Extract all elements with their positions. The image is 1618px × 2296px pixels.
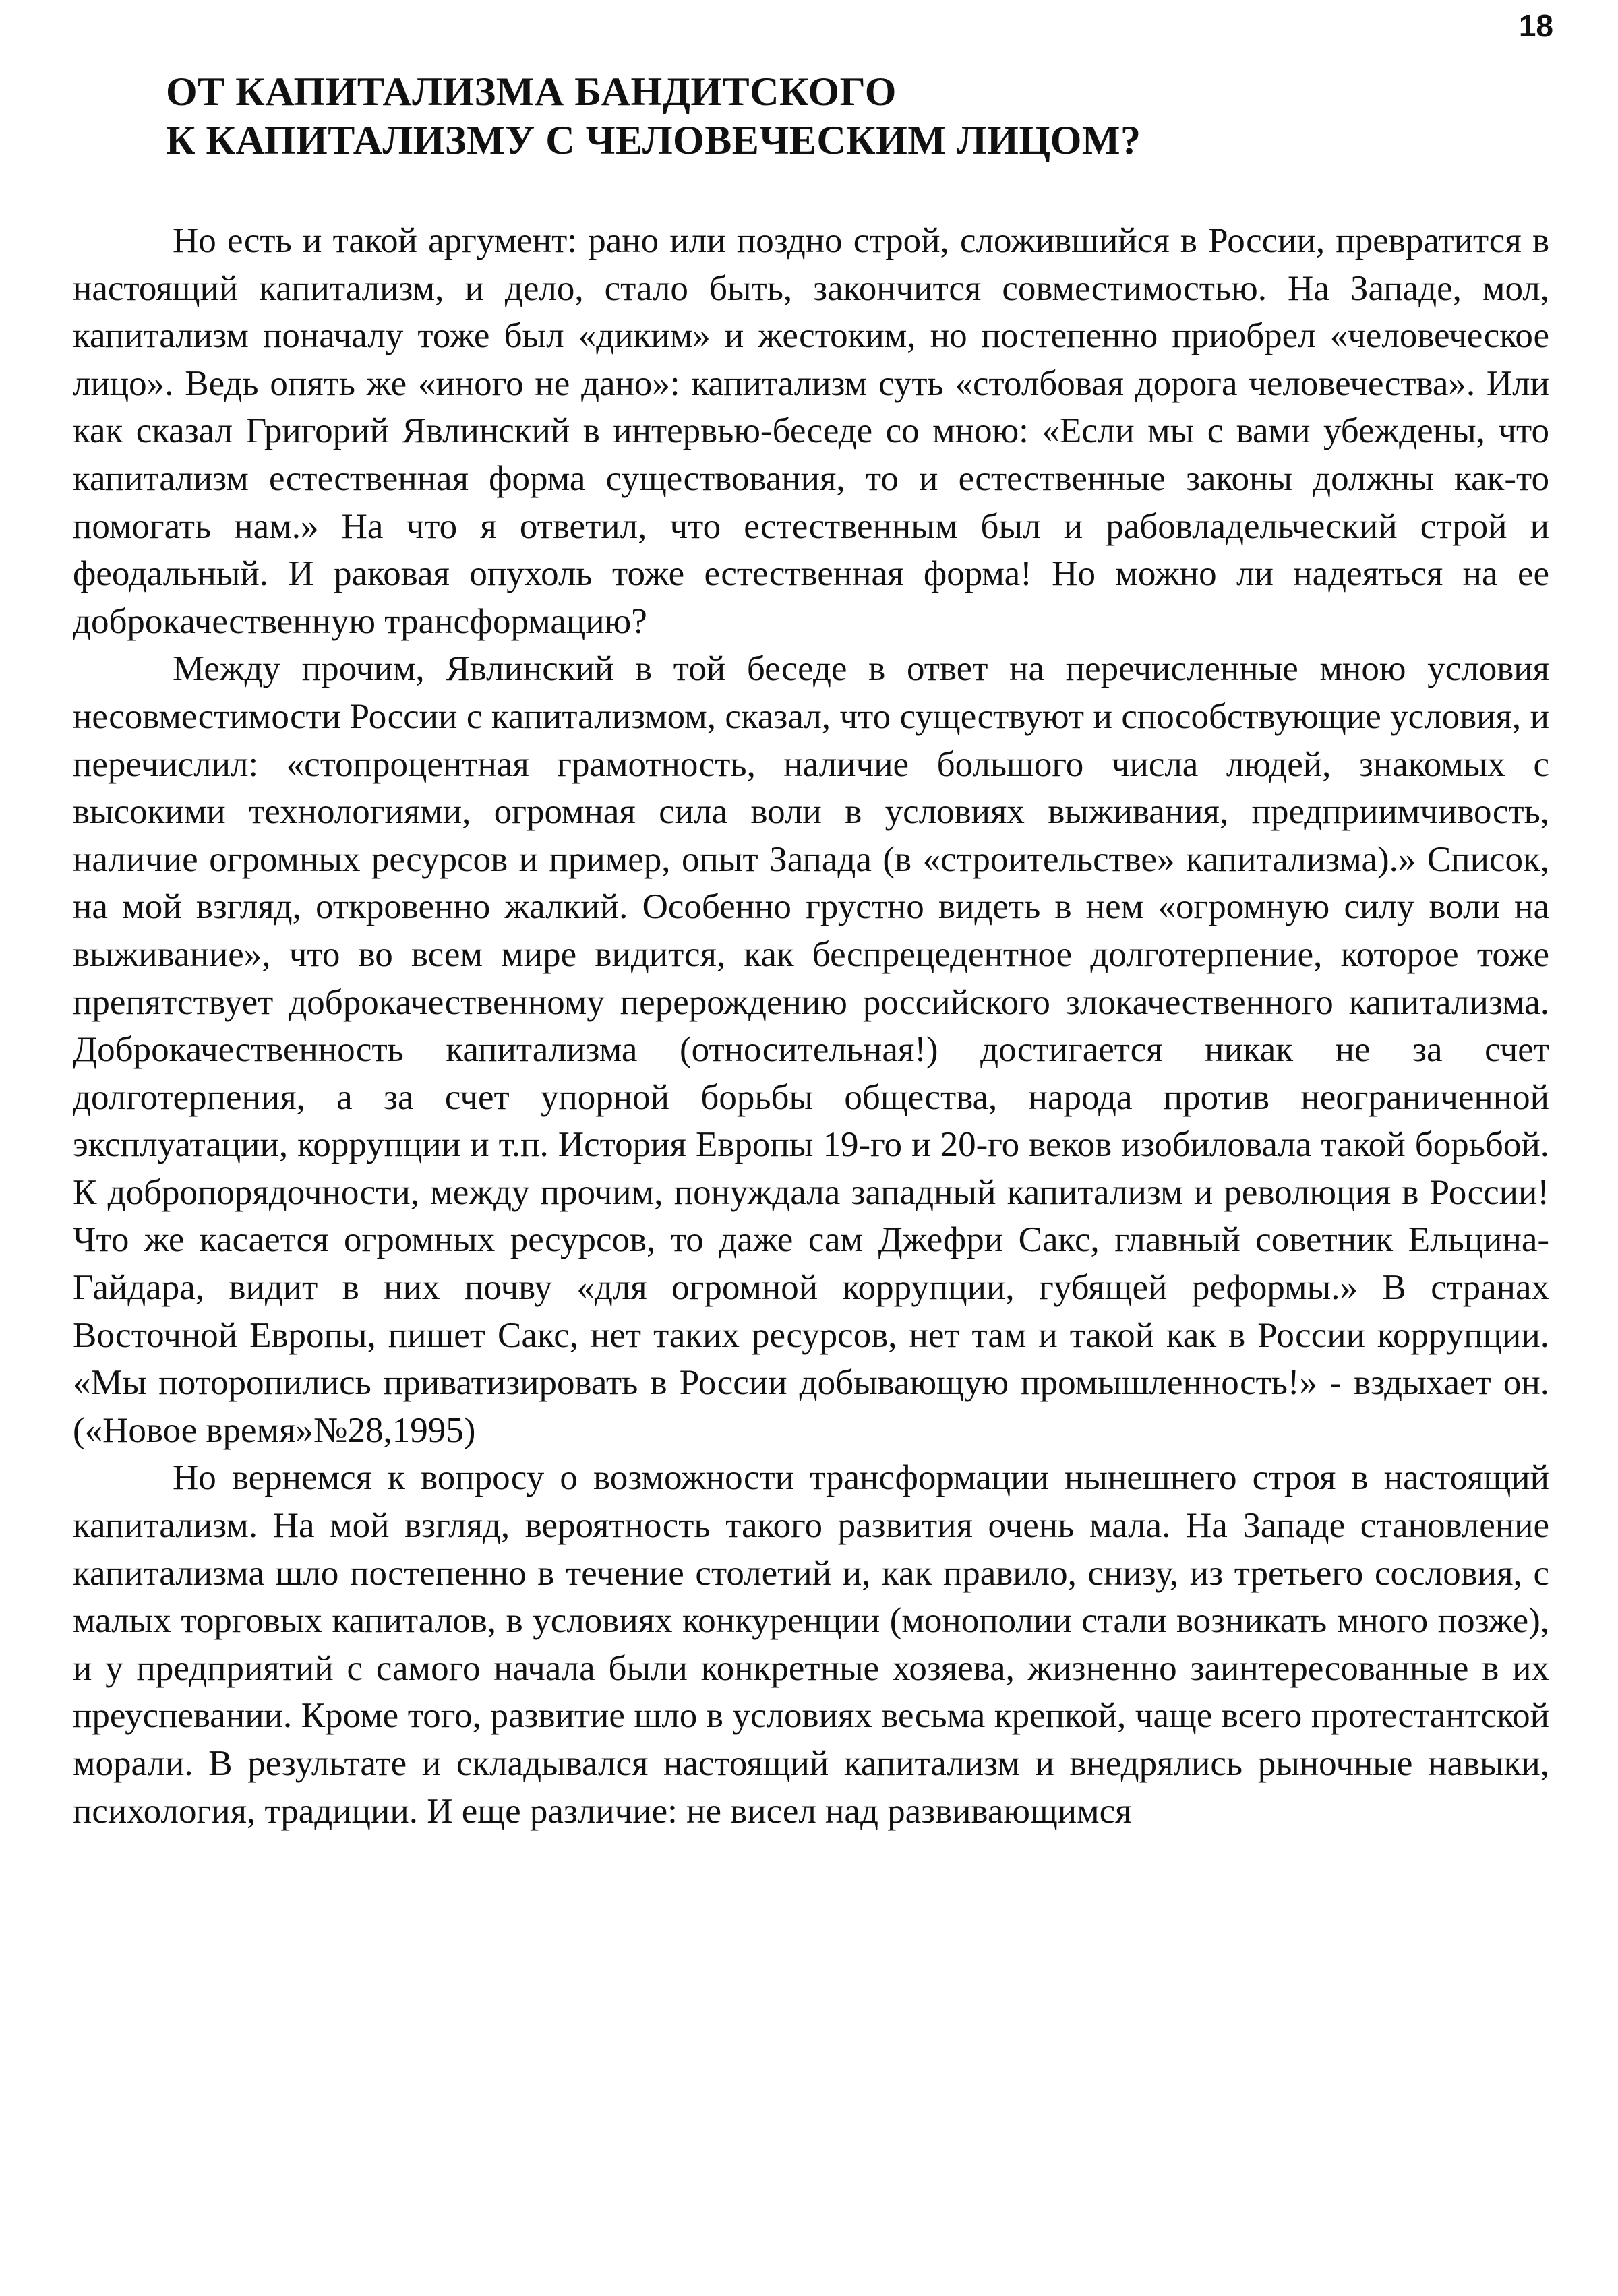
chapter-title: [166, 67, 1514, 164]
chapter-title-line-1: ОТ КАПИТАЛИЗМА БАНДИТСКОГО: [166, 69, 897, 114]
paragraph-2: Между прочим, Явлинский в той беседе в ответ на перечисленные мною условия несовместимости России с капитализмом, сказал, что существуют и способствующие условия, и перечислил: «стопроцентная грамотность, наличие большого числа людей, знакомых с высокими технологиями, огромная сила воли в условиях выживания, предприимчивость, наличие огромных ресурсов и пример, опыт Запада (в «строительстве» капитализма).» Список, на мой взгляд, откровенно жалкий. Особенно грустно видеть в нем «огромную силу воли на выживание», что во всем мире видится, как беспрецедентное долготерпение, которое тоже препятствует доброкачественному перерождению российского злокачественного капитализма. Доброкачественность капитализма (относительная!) достигается никак не за счет долготерпения, а за счет упорной борьбы общества, народа против неограниченной эксплуатации, коррупции и т.п. История Европы 19-го и 20-го веков изобиловала такой борьбой. К добропорядочности, между прочим, понуждала западный капитализм и революция в России! Что же касается огромных ресурсов, то даже сам Джефри Сакс, главный советник Ельцина-Гайдара, видит в них почву «для огромной коррупции, губящей реформы.» В странах Восточной Европы, пишет Сакс, нет таких ресурсов, нет там и такой как в России коррупции. «Мы поторопились приватизировать в России добывающую промышленность!» - вздыхает он. («Новое время»№28,1995): [73, 649, 1549, 1450]
body-text: [73, 217, 1549, 1835]
paragraph-3: Но вернемся к вопросу о возможности трансформации нынешнего строя в настоящий капитализм. На мой взгляд, вероятность такого развития очень мала. На Западе становление капитализма шло постепенно в течение столетий и, как правило, снизу, из третьего сословия, с малых торговых капиталов, в условиях конкуренции (монополии стали возникать много позже), и у предприятий с самого начала были конкретные хозяева, жизненно заинтересованные в их преуспевании. Кроме того, развитие шло в условиях весьма крепкой, чаще всего протестантской морали. В результате и складывался настоящий капитализм и внедрялись рыночные навыки, психология, традиции. И еще различие: не висел над развивающимся: [73, 1458, 1549, 1831]
chapter-title-line-2: К КАПИТАЛИЗМУ С ЧЕЛОВЕЧЕСКИМ ЛИЦОМ?: [166, 118, 1141, 162]
paragraph-1: Но есть и такой аргумент: рано или поздно строй, сложившийся в России, превратится в настоящий капитализм, и дело, стало быть, закончится совместимостью. На Западе, мол, капитализм поначалу тоже был «диким» и жестоким, но постепенно приобрел «человеческое лицо». Ведь опять же «иного не дано»: капитализм суть «столбовая дорога человечества». Или как сказал Григорий Явлинский в интервью-беседе со мною: «Если мы с вами убеждены, что капитализм естественная форма существования, то и естественные законы должны как-то помогать нам.» На что я ответил, что естественным был и рабовладельческий строй и феодальный. И раковая опухоль тоже естественная форма! Но можно ли надеяться на ее доброкачественную трансформацию?: [73, 221, 1549, 641]
page-number: 18: [1518, 8, 1553, 43]
